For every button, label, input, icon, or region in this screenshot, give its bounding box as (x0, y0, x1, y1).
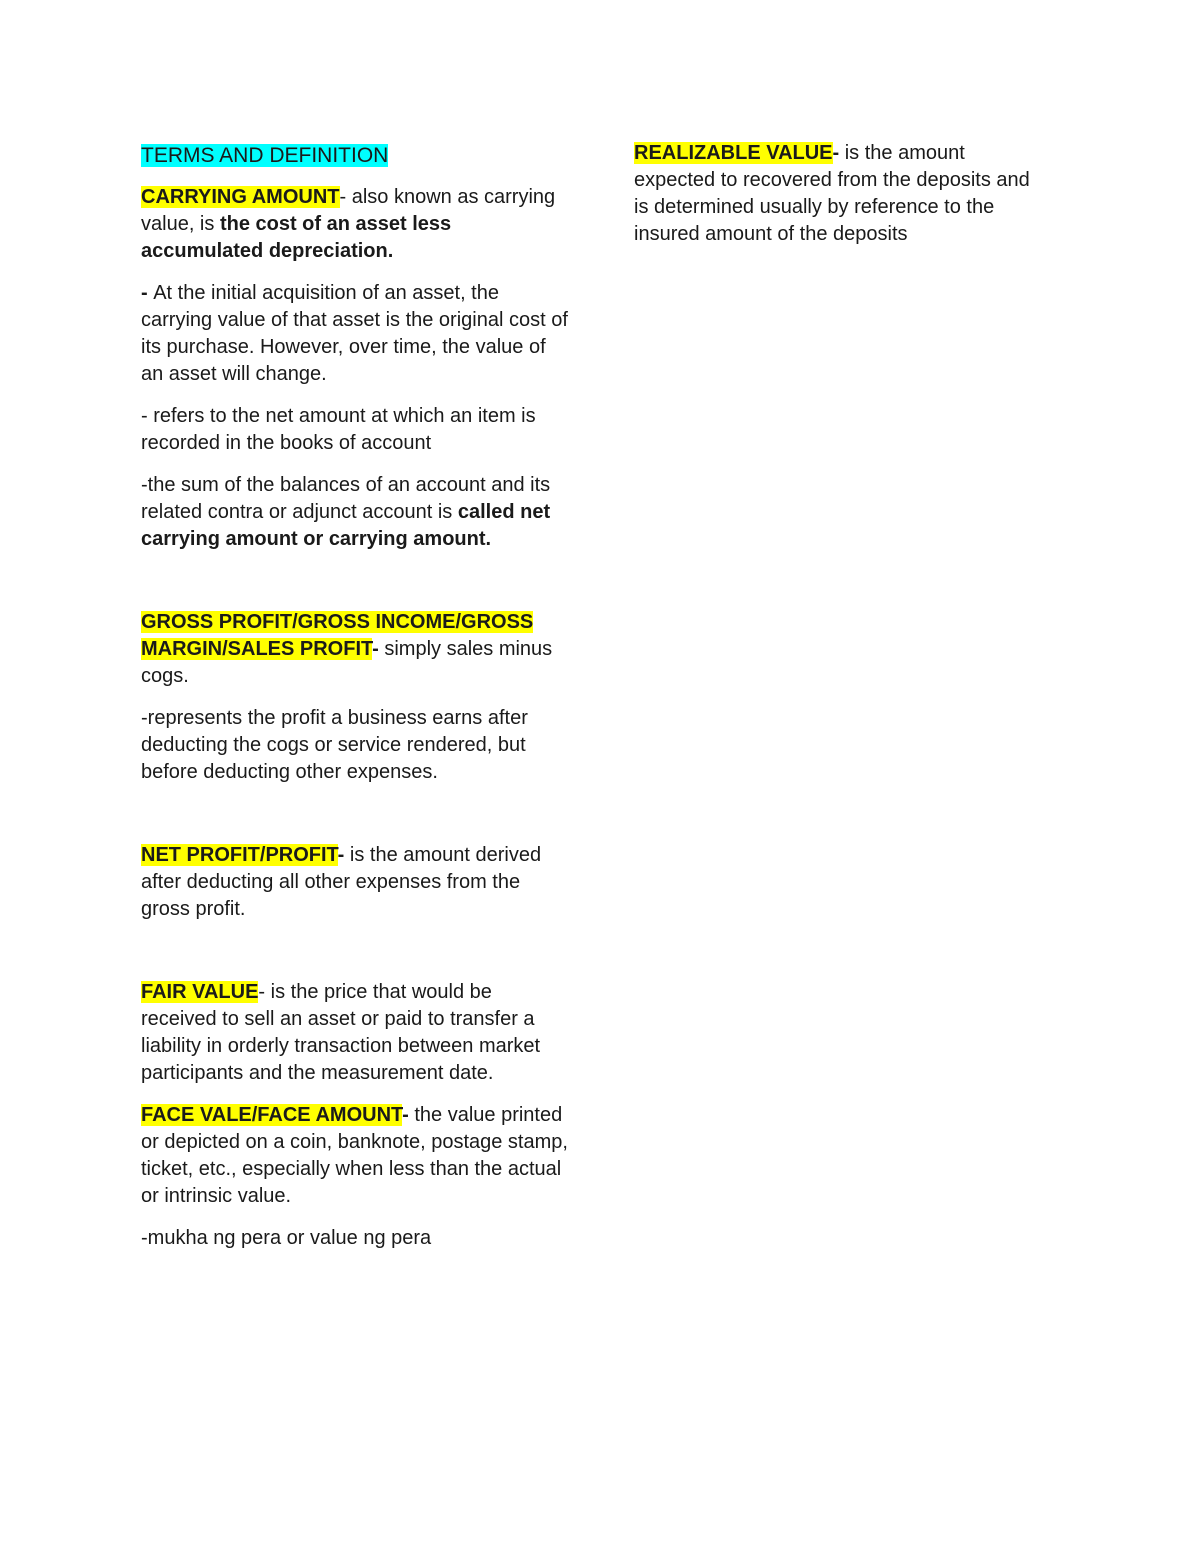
carrying-amount-note-1-dash: - (141, 282, 154, 304)
net-profit-definition (141, 842, 571, 923)
net-profit-dash: - (337, 844, 350, 866)
realizable-value-def: is the amount expected to recovered from the deposits and is determined usually by reference to the insured amount of the deposits (634, 142, 1030, 245)
carrying-amount-note-1-text: At the initial acquisition of an asset, the carrying value of that asset is the original cost of its purchase. However, over time, the value of an asset will change. (141, 282, 568, 385)
carrying-amount-note-2: - refers to the net amount at which an item is recorded in the books of account (141, 405, 536, 454)
carrying-amount-note-3-bold: called net carrying amount or carrying amount. (141, 501, 551, 550)
fair-value-term: FAIR VALUE (141, 981, 259, 1003)
face-value-def: the value printed or depicted on a coin, banknote, postage stamp, ticket, etc., especially when less than the actual or intrinsic value. (141, 1104, 568, 1207)
page-title-text: TERMS AND DEFINITION (141, 144, 389, 167)
gross-profit-note: -represents the profit a business earns after deducting the cogs or service rendered, but before deducting other expenses. (141, 707, 528, 783)
realizable-value-dash: - (832, 142, 845, 164)
carrying-amount-intro: - also known as carrying value, is (141, 186, 556, 235)
left-column (141, 142, 571, 1267)
realizable-value-definition (634, 140, 1039, 248)
carrying-amount-definition (141, 184, 571, 265)
gross-profit-dash: - (372, 638, 385, 660)
face-value-note: -mukha ng pera or value ng pera (141, 1227, 432, 1249)
carrying-amount-note-3 (141, 472, 571, 553)
carrying-amount-note-1 (141, 280, 571, 388)
carrying-amount-note-3-text: -the sum of the balances of an account and its related contra or adjunct account is (141, 474, 551, 523)
face-value-definition (141, 1102, 571, 1210)
fair-value-def: - is the price that would be received to sell an asset or paid to transfer a liability in orderly transaction between market participants and the measurement date. (141, 981, 541, 1084)
realizable-value-term: REALIZABLE VALUE (634, 142, 833, 164)
carrying-amount-bold-def: the cost of an asset less accumulated depreciation. (141, 213, 452, 262)
page-title (141, 142, 571, 170)
face-value-dash: - (402, 1104, 415, 1126)
net-profit-term: NET PROFIT/PROFIT (141, 844, 338, 866)
right-column (634, 140, 1039, 263)
face-value-term: FACE VALE/FACE AMOUNT (141, 1104, 403, 1126)
fair-value-definition (141, 979, 571, 1087)
net-profit-def: is the amount derived after deducting all other expenses from the gross profit. (141, 844, 542, 920)
gross-profit-definition (141, 609, 571, 690)
gross-profit-term: GROSS PROFIT/GROSS INCOME/GROSS MARGIN/SALES PROFIT (141, 611, 534, 660)
gross-profit-def: simply sales minus cogs. (141, 638, 553, 687)
carrying-amount-term: CARRYING AMOUNT (141, 186, 340, 208)
